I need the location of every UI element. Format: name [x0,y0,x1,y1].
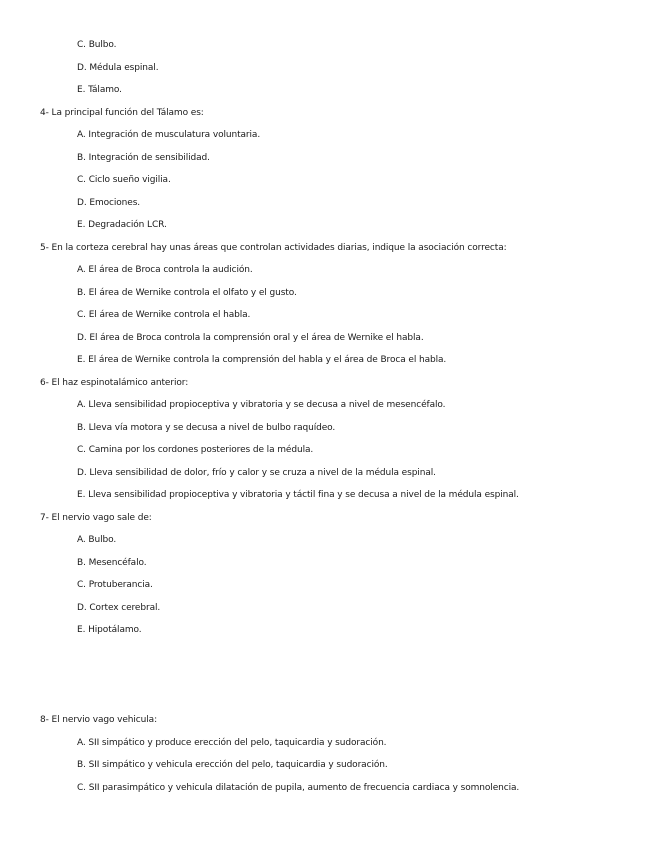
option-text: A. Bulbo. [77,535,117,545]
option-text: B. Integración de sensibilidad. [77,153,210,163]
option-text: D. Lleva sensibilidad de dolor, frío y calor y se cruza a nivel de la médula espinal. [77,468,436,478]
option-text: E. Hipotálamo. [77,625,142,635]
option-text: E. El área de Wernike controla la comprensión del habla y el área de Broca el habla. [77,355,447,365]
question-6-text: 6- El haz espinotalámico anterior: [40,378,189,388]
option-text: E. Degradación LCR. [77,220,167,230]
option-text: D. Emociones. [77,198,141,208]
option-text: C. Bulbo. [77,40,117,50]
option-text: A. Lleva sensibilidad propioceptiva y vibratoria y se decusa a nivel de mesencéfalo. [77,400,446,410]
option-text: C. Protuberancia. [77,580,153,590]
question-8-text: 8- El nervio vago vehicula: [40,715,158,725]
option-text: A. El área de Broca controla la audición. [77,265,253,275]
option-text: D. El área de Broca controla la comprensión oral y el área de Wernike el habla. [77,333,424,343]
question-5-text: 5- En la corteza cerebral hay unas áreas que controlan actividades diarias, indique la asociación correcta: [40,243,507,253]
option-text: A. Integración de musculatura voluntaria. [77,130,261,140]
option-text: B. El área de Wernike controla el olfato y el gusto. [77,288,297,298]
option-text: E. Tálamo. [77,85,122,95]
option-text: C. El área de Wernike controla el habla. [77,310,251,320]
option-text: C. Camina por los cordones posteriores de la médula. [77,445,314,455]
option-text: C. Ciclo sueño vigilia. [77,175,171,185]
option-text: A. SII simpático y produce erección del pelo, taquicardia y sudoración. [77,738,387,748]
option-text: B. Lleva vía motora y se decusa a nivel de bulbo raquídeo. [77,423,336,433]
option-text: B. SII simpático y vehicula erección del pelo, taquicardia y sudoración. [77,760,388,770]
question-4-text: 4- La principal función del Tálamo es: [40,108,204,118]
option-text: E. Lleva sensibilidad propioceptiva y vibratoria y táctil fina y se decusa a nivel de la médula espinal. [77,490,519,500]
option-text: D. Médula espinal. [77,63,159,73]
question-7-text: 7- El nervio vago sale de: [40,513,152,523]
option-text: C. SII parasimpático y vehicula dilatación de pupila, aumento de frecuencia cardiaca y somnolencia. [77,783,520,793]
option-text: D. Cortex cerebral. [77,603,161,613]
option-text: B. Mesencéfalo. [77,558,147,568]
